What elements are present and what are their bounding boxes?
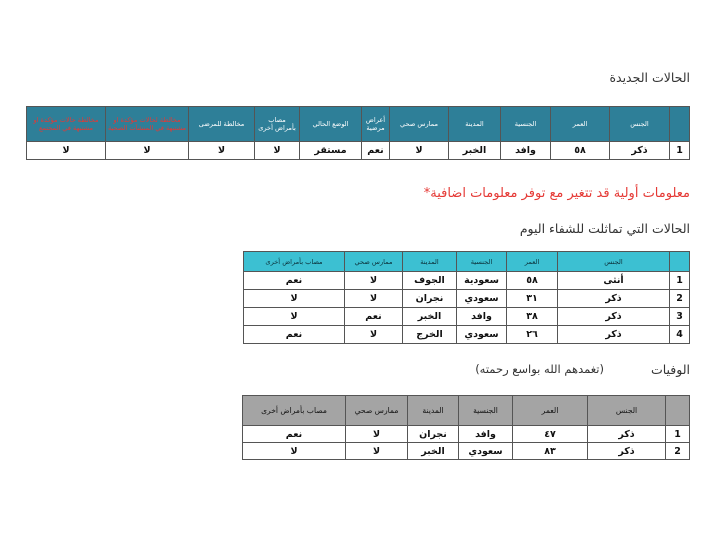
- cell-current-status: مستقر: [300, 142, 362, 160]
- cell-age: ٣٨: [507, 308, 558, 326]
- header-city: المدينة: [403, 252, 457, 272]
- cell-health-practitioner: لا: [345, 272, 403, 290]
- cell-facility-contact: لا: [106, 142, 189, 160]
- header-gender: الجنس: [610, 107, 670, 142]
- cell-city: الخبر: [449, 142, 501, 160]
- header-health-practitioner: ممارس صحي: [345, 252, 403, 272]
- header-current-status: الوضع الحالي: [300, 107, 362, 142]
- cell-age: ٥٨: [507, 272, 558, 290]
- header-city: المدينة: [449, 107, 501, 142]
- recovered-table: [243, 251, 690, 344]
- header-gender: الجنس: [558, 252, 670, 272]
- table-row: [244, 326, 690, 344]
- preliminary-note: معلومات أولية قد تتغير مع توفر معلومات اضافية*: [423, 186, 690, 201]
- cell-other-diseases: لا: [255, 142, 300, 160]
- cell-other-diseases: نعم: [244, 326, 345, 344]
- cell-other-diseases: لا: [244, 308, 345, 326]
- cell-age: ٢٦: [507, 326, 558, 344]
- table-header-row: [27, 107, 690, 142]
- table-row: [27, 142, 690, 160]
- cell-community-contact: لا: [27, 142, 106, 160]
- cell-index: 4: [670, 326, 690, 344]
- header-gender: الجنس: [588, 396, 666, 426]
- cell-other-diseases: لا: [244, 290, 345, 308]
- cell-health-practitioner: لا: [390, 142, 449, 160]
- header-city: المدينة: [408, 396, 459, 426]
- cell-gender: أنثى: [558, 272, 670, 290]
- cell-city: نجران: [403, 290, 457, 308]
- cell-nationality: وافد: [501, 142, 551, 160]
- table-row: [243, 426, 690, 443]
- header-other-diseases: مصاب بأمراض أخرى: [255, 107, 300, 142]
- header-nationality: الجنسية: [501, 107, 551, 142]
- cell-index: 1: [670, 272, 690, 290]
- new-cases-table: [26, 106, 690, 160]
- table-header-row: [243, 396, 690, 426]
- header-age: العمر: [551, 107, 610, 142]
- deaths-subtitle: (تغمدهم الله بواسع رحمته): [475, 362, 604, 376]
- deaths-title: الوفيات: [650, 362, 690, 377]
- cell-other-diseases: لا: [243, 443, 346, 460]
- header-health-practitioner: ممارس صحي: [390, 107, 449, 142]
- header-health-practitioner: ممارس صحي: [346, 396, 408, 426]
- cell-age: ٥٨: [551, 142, 610, 160]
- cell-gender: ذكر: [558, 290, 670, 308]
- cell-gender: ذكر: [558, 326, 670, 344]
- table-row: [244, 308, 690, 326]
- recovered-title: الحالات التي تماثلت للشفاء اليوم: [519, 221, 690, 236]
- cell-health-practitioner: نعم: [345, 308, 403, 326]
- cell-gender: ذكر: [558, 308, 670, 326]
- header-nationality: الجنسية: [457, 252, 507, 272]
- cell-nationality: سعودي: [457, 290, 507, 308]
- cell-other-diseases: نعم: [243, 426, 346, 443]
- cell-index: 1: [670, 142, 690, 160]
- header-index: [666, 396, 690, 426]
- header-age: العمر: [513, 396, 588, 426]
- header-other-diseases: مصاب بأمراض أخرى: [244, 252, 345, 272]
- table-header-row: [244, 252, 690, 272]
- header-community-contact: مخالطة حالات مؤكدة او مشتبهة في المجتمع: [27, 107, 106, 142]
- deaths-table: [242, 395, 690, 460]
- cell-gender: ذكر: [588, 443, 666, 460]
- cell-health-practitioner: لا: [345, 326, 403, 344]
- cell-index: 1: [666, 426, 690, 443]
- cell-nationality: سعودية: [457, 272, 507, 290]
- new-cases-title: الحالات الجديدة: [609, 70, 690, 85]
- header-patient-contact: مخالطة للمرضى: [189, 107, 255, 142]
- header-facility-contact: مخالطة لحالات مؤكدة او مشتبهة في المنشآت الصحية: [106, 107, 189, 142]
- cell-gender: ذكر: [610, 142, 670, 160]
- cell-city: الجوف: [403, 272, 457, 290]
- cell-index: 2: [666, 443, 690, 460]
- cell-age: ٨٣: [513, 443, 588, 460]
- cell-city: الخرج: [403, 326, 457, 344]
- cell-nationality: سعودي: [459, 443, 513, 460]
- header-index: [670, 252, 690, 272]
- cell-city: الخبر: [408, 443, 459, 460]
- header-symptoms: أعراض مرضية: [362, 107, 390, 142]
- cell-patient-contact: لا: [189, 142, 255, 160]
- cell-index: 3: [670, 308, 690, 326]
- table-row: [243, 443, 690, 460]
- cell-city: نجران: [408, 426, 459, 443]
- cell-other-diseases: نعم: [244, 272, 345, 290]
- cell-age: ٣١: [507, 290, 558, 308]
- cell-age: ٤٧: [513, 426, 588, 443]
- header-nationality: الجنسية: [459, 396, 513, 426]
- table-row: [244, 272, 690, 290]
- cell-health-practitioner: لا: [346, 443, 408, 460]
- cell-gender: ذكر: [588, 426, 666, 443]
- cell-nationality: وافد: [457, 308, 507, 326]
- cell-health-practitioner: لا: [345, 290, 403, 308]
- cell-index: 2: [670, 290, 690, 308]
- cell-nationality: وافد: [459, 426, 513, 443]
- header-age: العمر: [507, 252, 558, 272]
- cell-health-practitioner: لا: [346, 426, 408, 443]
- cell-nationality: سعودي: [457, 326, 507, 344]
- table-row: [244, 290, 690, 308]
- header-index: [670, 107, 690, 142]
- header-other-diseases: مصاب بأمراض أخرى: [243, 396, 346, 426]
- cell-symptoms: نعم: [362, 142, 390, 160]
- cell-city: الخبر: [403, 308, 457, 326]
